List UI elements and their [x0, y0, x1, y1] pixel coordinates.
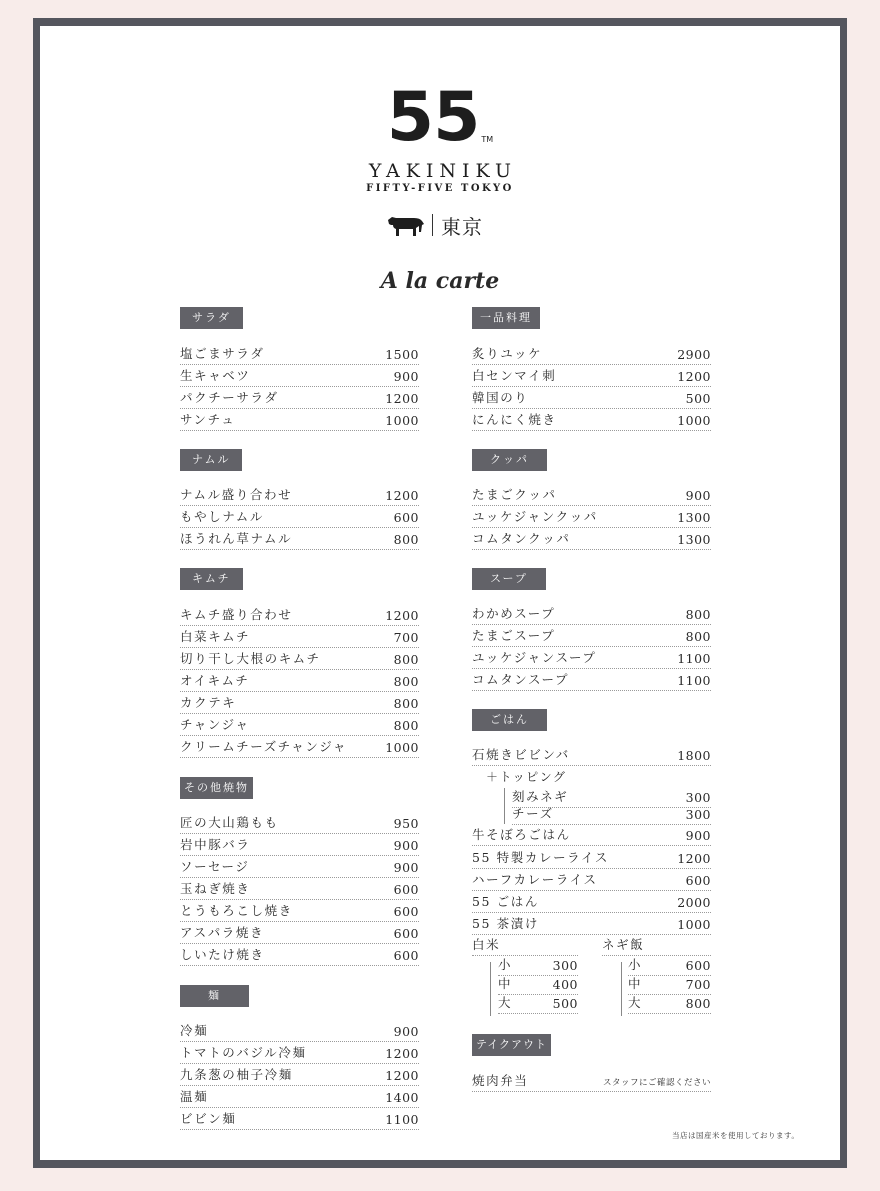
menu-item: [180, 506, 419, 528]
menu-item: [472, 625, 711, 647]
item-price: 900: [685, 828, 711, 843]
item-price: 1200: [385, 1068, 419, 1083]
category-label: ごはん: [472, 709, 547, 731]
category-salad: [180, 306, 243, 329]
menu-item: [472, 847, 711, 869]
white-rice-bracket: [490, 962, 491, 1016]
category-label: キムチ: [180, 568, 243, 590]
item-price: 800: [393, 696, 419, 711]
item-price: 800: [393, 674, 419, 689]
takeout-note: スタッフにご確認ください: [602, 1078, 711, 1088]
menu-item: [180, 1042, 419, 1064]
menu-item: [472, 869, 711, 891]
item-name: ユッケジャンスープ: [472, 650, 597, 665]
item-price: 1500: [385, 347, 419, 362]
item-price: 800: [685, 629, 711, 644]
menu-item: [180, 692, 419, 714]
menu-item: [472, 528, 711, 550]
category-takeout: [472, 1033, 551, 1056]
item-name: ナムル盛り合わせ: [180, 487, 293, 502]
item-price: 600: [393, 926, 419, 941]
menu-item: [180, 834, 419, 856]
item-name: 白センマイ刺: [472, 368, 557, 383]
category-label: 麺: [180, 985, 249, 1007]
item-price: 1000: [677, 413, 711, 428]
menu-item: [472, 484, 711, 506]
item-price: 1100: [677, 651, 711, 666]
item-price: 1400: [385, 1090, 419, 1105]
item-price: 1000: [385, 740, 419, 755]
tokyo-kanji: 東京: [441, 214, 483, 239]
item-name: にんにく焼き: [472, 412, 557, 427]
item-name: たまごクッパ: [472, 487, 557, 502]
item-name: 生キャベツ: [180, 368, 251, 383]
category-label: テイクアウト: [472, 1034, 551, 1056]
item-name: 匠の大山鶏もも: [180, 815, 279, 830]
category-label: サラダ: [180, 307, 243, 329]
menu-item: [180, 484, 419, 506]
topping-bracket: [504, 788, 505, 824]
item-price: 1000: [385, 413, 419, 428]
item-name: しいたけ焼き: [180, 947, 265, 962]
brand-logo-number: 55 TM: [386, 78, 494, 157]
brand-subtitle: FIFTY-FIVE TOKYO: [366, 183, 514, 194]
item-name: 九条葱の柚子冷麺: [180, 1067, 293, 1082]
item-price: 300: [685, 790, 711, 805]
menu-item: [180, 626, 419, 648]
menu-item: [180, 812, 419, 834]
category-grill: [180, 776, 253, 799]
category-label: その他焼物: [180, 777, 253, 799]
menu-item: [180, 343, 419, 365]
menu-item: [180, 409, 419, 431]
negi-rice-header: [602, 934, 711, 956]
item-name: 55 ごはん: [472, 894, 539, 909]
topping-item: [512, 803, 711, 825]
size-price: 500: [552, 996, 578, 1011]
item-name: パクチーサラダ: [180, 390, 279, 405]
menu-item: [472, 343, 711, 365]
item-name: 石焼きビビンバ: [472, 747, 570, 762]
category-label: ナムル: [180, 449, 242, 471]
menu-item: [472, 387, 711, 409]
item-name: カクテキ: [180, 695, 237, 710]
menu-item: [180, 528, 419, 550]
item-name: アスパラ焼き: [180, 925, 265, 940]
item-price: 600: [393, 948, 419, 963]
size-price: 700: [685, 977, 711, 992]
menu-item: [180, 670, 419, 692]
cow-icon: [386, 212, 426, 238]
item-name: 韓国のり: [472, 390, 529, 405]
item-price: 1800: [677, 748, 711, 763]
item-name: サンチュ: [180, 412, 236, 427]
item-name: ハーフカレーライス: [472, 872, 598, 887]
item-price: 900: [393, 369, 419, 384]
menu-item: [180, 604, 419, 626]
size-item: [628, 975, 711, 995]
menu-item: [180, 1020, 419, 1042]
menu-item: [180, 922, 419, 944]
menu-paper: [40, 26, 840, 1160]
menu-item: [180, 648, 419, 670]
item-name: ユッケジャンクッパ: [472, 509, 598, 524]
item-price: 2000: [677, 895, 711, 910]
menu-item: [180, 714, 419, 736]
item-name: コムタンスープ: [472, 672, 570, 687]
menu-item: [472, 409, 711, 431]
size-price: 800: [685, 996, 711, 1011]
item-price: 1000: [677, 917, 711, 932]
menu-item: [180, 900, 419, 922]
item-price: 1300: [677, 510, 711, 525]
item-price: 800: [393, 532, 419, 547]
item-name: コムタンクッパ: [472, 531, 571, 546]
size-name: 小: [628, 957, 643, 972]
item-name: とうもろこし焼き: [180, 903, 293, 918]
category-kimchi: [180, 567, 243, 590]
item-price: 900: [685, 488, 711, 503]
item-name: オイキムチ: [180, 673, 250, 688]
item-name: 炙りユッケ: [472, 346, 543, 361]
item-name: たまごスープ: [472, 628, 556, 643]
category-rice: [472, 708, 547, 731]
item-name: チャンジャ: [180, 717, 250, 732]
item-name: 刻みネギ: [512, 789, 569, 804]
item-price: 600: [393, 882, 419, 897]
item-name: 玉ねぎ焼き: [180, 881, 251, 896]
item-name: チーズ: [512, 806, 554, 821]
item-price: 1200: [677, 369, 711, 384]
menu-item: [472, 891, 711, 913]
category-soup: [472, 567, 546, 590]
category-label: スープ: [472, 568, 546, 590]
tokyo-logo: [386, 210, 483, 240]
category-namul: [180, 448, 242, 471]
item-name: 塩ごまサラダ: [180, 346, 265, 361]
item-name: ソーセージ: [180, 859, 250, 874]
size-name: 中: [498, 976, 513, 991]
menu-item: [180, 856, 419, 878]
item-name: トマトのバジル冷麺: [180, 1045, 307, 1060]
size-name: 中: [628, 976, 643, 991]
menu-item: [180, 387, 419, 409]
item-price: 600: [393, 510, 419, 525]
brand-name: YAKINIKU: [368, 160, 518, 182]
item-price: 1200: [385, 488, 419, 503]
menu-item: [180, 878, 419, 900]
item-name: 白菜キムチ: [180, 629, 251, 644]
item-price: 600: [393, 904, 419, 919]
menu-item: [180, 944, 419, 966]
item-name: ほうれん草ナムル: [180, 531, 293, 546]
category-noodle: [180, 984, 249, 1007]
item-name: 温麺: [180, 1089, 209, 1104]
item-name: 切り干し大根のキムチ: [180, 651, 321, 666]
size-item: [628, 994, 711, 1014]
item-name: 牛そぼろごはん: [472, 827, 571, 842]
menu-item: [180, 1064, 419, 1086]
item-name: 55 茶漬け: [472, 916, 539, 931]
size-price: 600: [685, 958, 711, 973]
white-rice-header: [472, 934, 578, 956]
negi-rice-label: ネギ飯: [602, 937, 645, 952]
menu-item: [472, 506, 711, 528]
menu-item: [472, 1070, 711, 1092]
item-price: 1200: [385, 391, 419, 406]
item-name: 冷麺: [180, 1023, 209, 1038]
menu-item: [472, 744, 711, 766]
item-price: 950: [393, 816, 419, 831]
item-name: 岩中豚バラ: [180, 837, 251, 852]
item-price: 1100: [385, 1112, 419, 1127]
item-price: 900: [393, 860, 419, 875]
item-name: 55 特製カレーライス: [472, 850, 609, 865]
size-name: 大: [498, 995, 513, 1010]
topping-label: ＋トッピング: [486, 770, 567, 784]
item-name: もやしナムル: [180, 509, 264, 524]
size-item: [498, 956, 578, 976]
item-price: 800: [685, 607, 711, 622]
menu-heading: A la carte: [380, 268, 500, 294]
item-price: 1300: [677, 532, 711, 547]
white-rice-label: 白米: [472, 937, 501, 952]
item-price: 500: [685, 391, 711, 406]
size-item: [498, 994, 578, 1014]
size-name: 大: [628, 995, 643, 1010]
size-name: 小: [498, 957, 513, 972]
menu-item: [472, 647, 711, 669]
menu-item: [472, 365, 711, 387]
item-name: ビビン麺: [180, 1111, 237, 1126]
item-price: 900: [393, 838, 419, 853]
item-price: 2900: [677, 347, 711, 362]
item-price: 800: [393, 652, 419, 667]
item-price: 700: [393, 630, 419, 645]
menu-item: [180, 1108, 419, 1130]
size-price: 400: [552, 977, 578, 992]
size-price: 300: [552, 958, 578, 973]
item-price: 800: [393, 718, 419, 733]
size-item: [498, 975, 578, 995]
menu-item: [180, 1086, 419, 1108]
item-name: 焼肉弁当: [472, 1073, 529, 1088]
menu-item: [472, 913, 711, 935]
category-kuppa: [472, 448, 547, 471]
item-price: 1200: [385, 1046, 419, 1061]
item-price: 600: [685, 873, 711, 888]
item-price: 300: [685, 807, 711, 822]
menu-item: [180, 736, 419, 758]
item-price: 1100: [677, 673, 711, 688]
menu-item: [472, 824, 711, 846]
menu-item: [472, 669, 711, 691]
item-name: わかめスープ: [472, 606, 556, 621]
category-label: クッパ: [472, 449, 547, 471]
category-label: 一品料理: [472, 307, 540, 329]
item-name: キムチ盛り合わせ: [180, 607, 293, 622]
menu-item: [180, 365, 419, 387]
item-price: 1200: [385, 608, 419, 623]
menu-item: [472, 603, 711, 625]
item-price: 900: [393, 1024, 419, 1039]
size-item: [628, 956, 711, 976]
logo-divider: [432, 214, 433, 236]
item-price: 1200: [677, 851, 711, 866]
rice-origin-footnote: 当店は国産米を使用しております。: [672, 1131, 800, 1140]
trademark-mark: TM: [481, 135, 494, 144]
category-dish: [472, 306, 540, 329]
negi-rice-bracket: [621, 962, 622, 1016]
item-name: クリームチーズチャンジャ: [180, 739, 348, 754]
